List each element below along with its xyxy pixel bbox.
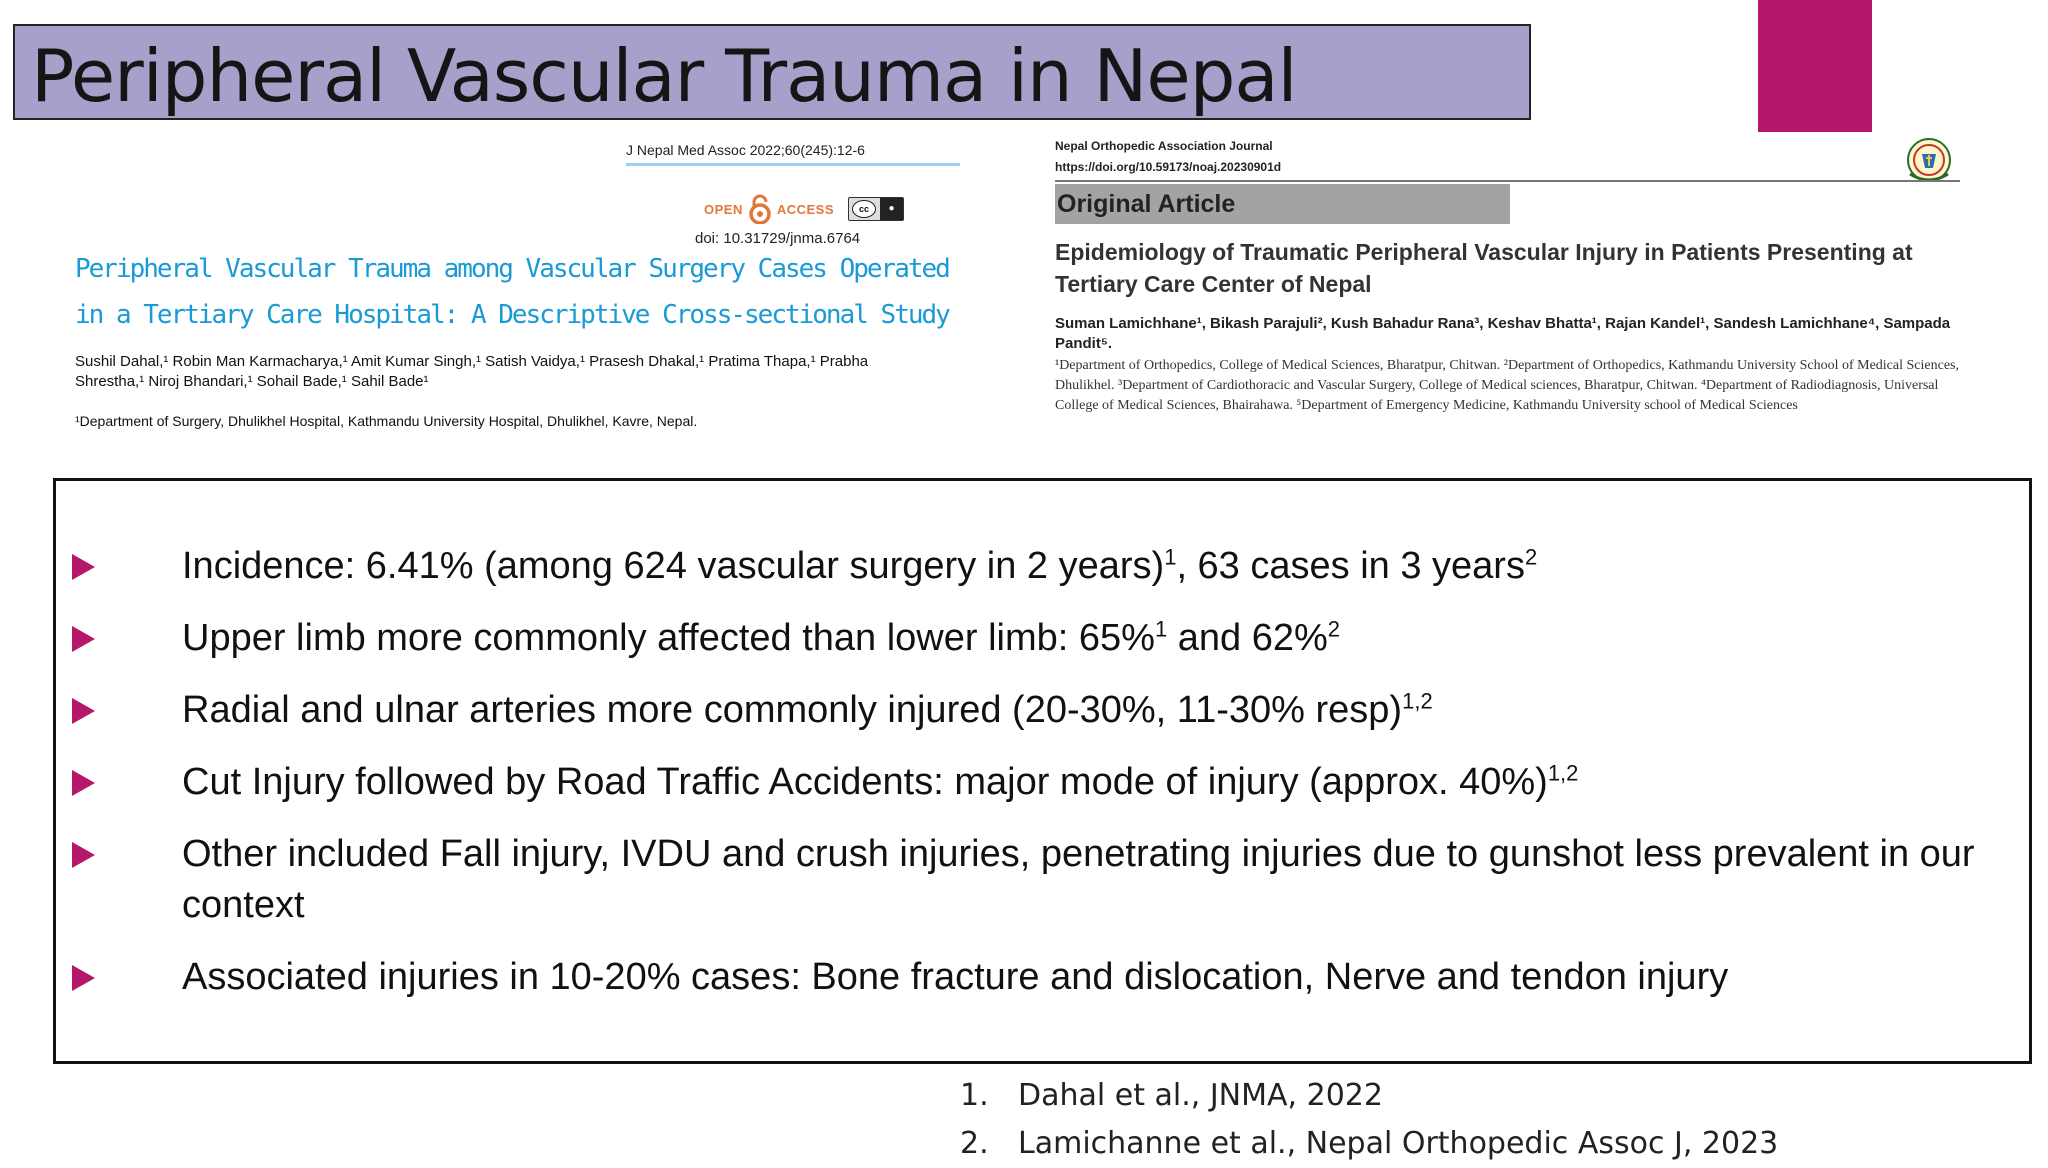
- paper2-title: Epidemiology of Traumatic Peripheral Vascular Injury in Patients Presenting at Tertiary Care Center of Nepal: [1055, 239, 1913, 297]
- bullet-item: [72, 757, 2012, 808]
- paper1-authors: Sushil Dahal,¹ Robin Man Karmacharya,¹ Amit Kumar Singh,¹ Satish Vaidya,¹ Prasesh Dhakal,¹ Pratima Thapa,¹ Prabha Shrestha,¹ Niroj Bhandari,¹ Sohail Bade,¹ Sahil Bade¹: [75, 353, 869, 390]
- reference-text: Lamichanne et al., Nepal Orthopedic Assoc J, 2023: [1018, 1126, 1779, 1161]
- paper2-journal-name: Nepal Orthopedic Association Journal: [1055, 139, 1273, 153]
- reference-item: [960, 1072, 1778, 1120]
- title-box: [13, 24, 1531, 120]
- citation-superscript: 1,2: [1402, 688, 1433, 714]
- open-label: OPEN: [704, 201, 743, 217]
- bullet-text: Incidence: 6.41% (among 624 vascular surgery in 2 years): [182, 545, 1165, 587]
- reference-number: 1.: [960, 1078, 989, 1113]
- bullet-item: [72, 613, 2012, 664]
- paper2-snippet: [1050, 136, 1970, 446]
- bullet-text: Upper limb more commonly affected than lower limb: 65%: [182, 617, 1155, 659]
- paper2-authors: Suman Lamichhane¹, Bikash Parajuli², Kush Bahadur Rana³, Keshav Bhatta¹, Rajan Kandel¹, Sandesh Lamichhane⁴, Sampada Pandit⁵.: [1055, 315, 1951, 352]
- citation-superscript: 1: [1154, 616, 1168, 642]
- open-access-badge: [704, 192, 904, 226]
- citation-superscript: 1: [1164, 544, 1177, 570]
- bullet-text: Associated injuries in 10-20% cases: Bone fracture and dislocation, Nerve and tendon injury: [182, 956, 1729, 998]
- reference-item: [960, 1120, 1778, 1168]
- bullet-text: Radial and ulnar arteries more commonly injured (20-30%, 11-30% resp): [182, 689, 1403, 731]
- paper2-affiliations: ¹Department of Orthopedics, College of Medical Sciences, Bharatpur, Chitwan. ²Department of Orthopedics, Kathmandu University School of Medical Sciences, Dhulikhel. ³Department of Cardiothoracic and Vascular Surgery, College of Medical sciences, Bharatpur, Chitwan. ⁴Department of Radiodiagnosis, Universal College of Medical Sciences, Bhairahawa. ⁵Department of Emergency Medicine, Kathmandu University school of Medical Sciences: [1055, 358, 1959, 413]
- open-access-lock-icon: [747, 194, 773, 224]
- key-findings-box: [53, 478, 2032, 1064]
- bullet-arrow-icon: [72, 554, 95, 580]
- bullet-item: [72, 952, 2012, 1003]
- cc-by-icon: cc ●: [848, 197, 904, 221]
- bullet-text: Other included Fall injury, IVDU and crush injuries, penetrating injuries due to gunshot less prevalent in our context: [182, 833, 1975, 926]
- bullet-arrow-icon: [72, 842, 95, 868]
- bullet-item: [72, 541, 2012, 592]
- references-list: [960, 1072, 1778, 1168]
- reference-number: 2.: [960, 1126, 989, 1161]
- citation-superscript: 1,2: [1547, 760, 1579, 786]
- bullet-item: [72, 829, 2012, 931]
- access-label: ACCESS: [776, 201, 835, 217]
- paper1-title: Peripheral Vascular Trauma among Vascular Surgery Cases Operated in a Tertiary Care Hospital: A Descriptive Cross-sectional Study: [75, 254, 949, 330]
- bullet-item: [72, 685, 2012, 736]
- paper1-journal-rule: [626, 163, 960, 166]
- paper2-doi: https://doi.org/10.59173/noaj.20230901d: [1055, 160, 1282, 174]
- paper1-journal-ref: J Nepal Med Assoc 2022;60(245):12-6: [626, 142, 865, 158]
- paper2-header-rule: [1055, 180, 1960, 182]
- article-type-label: Original Article: [1057, 190, 1236, 218]
- article-type-banner: [1055, 184, 1510, 224]
- bullet-text: and 62%: [1167, 617, 1328, 659]
- reference-text: Dahal et al., JNMA, 2022: [1018, 1078, 1383, 1113]
- paper1-doi: doi: 10.31729/jnma.6764: [695, 230, 861, 247]
- noa-emblem-icon: [1900, 136, 1958, 184]
- bullet-text: , 63 cases in 3 years: [1176, 545, 1525, 587]
- bullet-text: Cut Injury followed by Road Traffic Accidents: major mode of injury (approx. 40%): [182, 761, 1548, 803]
- slide-title: Peripheral Vascular Trauma in Nepal: [31, 34, 1297, 118]
- paper1-affiliation: ¹Department of Surgery, Dhulikhel Hospital, Kathmandu University Hospital, Dhulikhel, Kavre, Nepal.: [75, 413, 698, 429]
- accent-rectangle: [1758, 0, 1872, 132]
- citation-superscript: 2: [1327, 616, 1341, 642]
- bullet-arrow-icon: [72, 965, 95, 991]
- bullet-list: [72, 541, 2012, 1024]
- bullet-arrow-icon: [72, 770, 95, 796]
- citation-superscript: 2: [1524, 544, 1538, 570]
- bullet-arrow-icon: [72, 626, 95, 652]
- bullet-arrow-icon: [72, 698, 95, 724]
- paper1-snippet: [60, 136, 949, 446]
